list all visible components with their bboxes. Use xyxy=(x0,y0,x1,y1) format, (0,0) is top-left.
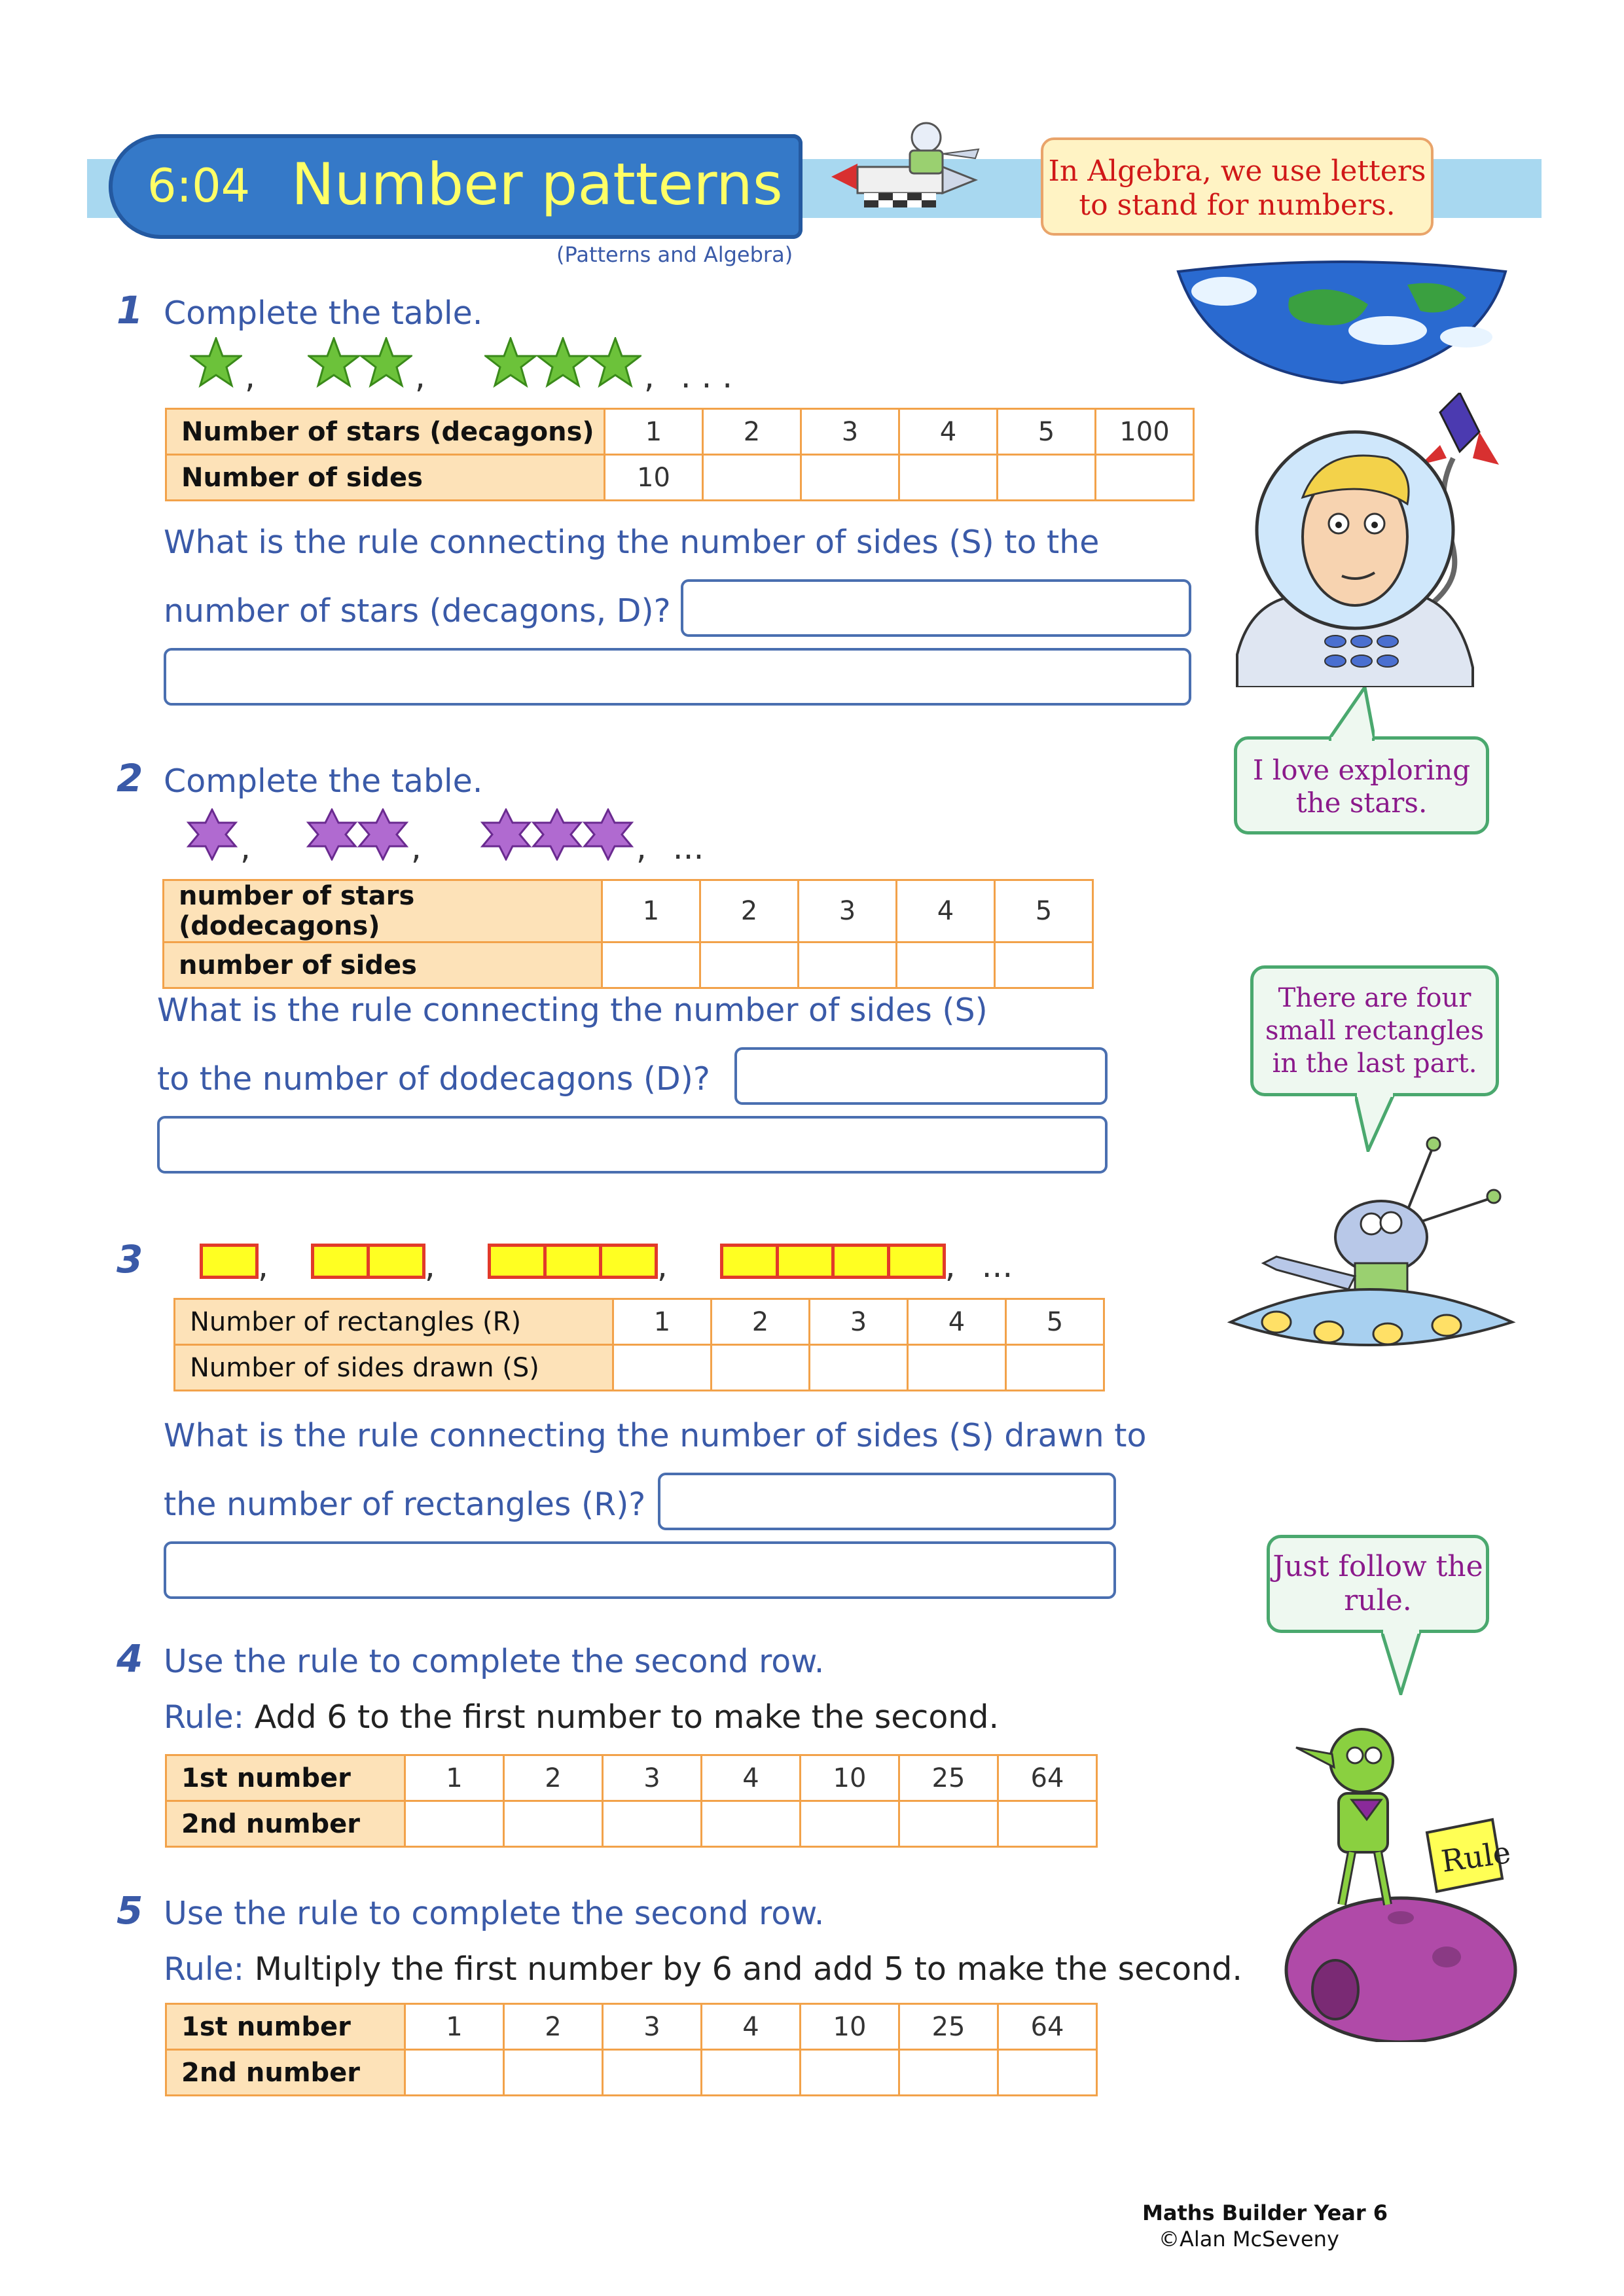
rectangle-shape xyxy=(200,1244,259,1279)
table-cell: 2 xyxy=(504,2004,603,2050)
question-4-rule xyxy=(164,1698,999,1736)
table-cell: 3 xyxy=(810,1299,908,1345)
table-cell: 3 xyxy=(799,880,897,942)
footer-book-title: Maths Builder Year 6 xyxy=(1142,2200,1388,2225)
pattern-comma: , xyxy=(424,1247,435,1285)
answer-cell[interactable] xyxy=(504,1801,603,1847)
answer-cell[interactable] xyxy=(799,942,897,988)
row-header: 1st number xyxy=(166,2004,405,2050)
astronaut-speech-bubble xyxy=(1234,736,1489,834)
pattern-comma: , xyxy=(945,1247,956,1285)
answer-cell[interactable] xyxy=(899,1801,998,1847)
pattern-comma: , xyxy=(657,1247,668,1285)
question-1-prompt-line1: What is the rule connecting the number of sides (S) to the xyxy=(164,524,1100,561)
question-3-prompt-line1: What is the rule connecting the number of sides (S) drawn to xyxy=(164,1417,1147,1454)
green-star-icon xyxy=(589,337,641,389)
rectangle-shape xyxy=(543,1244,602,1279)
answer-cell[interactable] xyxy=(801,1801,899,1847)
answer-cell[interactable] xyxy=(703,455,801,501)
answer-cell[interactable] xyxy=(998,455,1096,501)
table-cell: 5 xyxy=(995,880,1093,942)
purple-star-icon xyxy=(357,808,408,861)
rectangle-shape xyxy=(831,1244,890,1279)
table-row xyxy=(166,1755,1097,1801)
pattern-ellipsis: ... xyxy=(672,829,704,867)
rectangle-shape xyxy=(599,1244,658,1279)
table-cell: 10 xyxy=(801,2004,899,2050)
answer-cell[interactable] xyxy=(801,455,899,501)
pattern-comma: , xyxy=(636,829,647,867)
rectangle-shape xyxy=(488,1244,547,1279)
pattern-ellipsis: ... xyxy=(981,1247,1013,1285)
purple-star-icon xyxy=(187,808,238,861)
rocket-robot-illustration xyxy=(818,118,1008,249)
alien-ufo-speech-bubble xyxy=(1250,965,1499,1096)
earth-illustration xyxy=(1172,259,1512,389)
purple-star-icon xyxy=(306,808,357,861)
q1-star-pattern xyxy=(190,337,733,395)
question-2-prompt-line1: What is the rule connecting the number of sides (S) xyxy=(157,992,988,1029)
question-1-number: 1 xyxy=(117,288,143,332)
answer-cell[interactable] xyxy=(712,1345,810,1391)
rule-label: Rule: xyxy=(164,1950,245,1988)
table-cell: 3 xyxy=(801,409,899,455)
question-3-working-box[interactable] xyxy=(164,1541,1116,1599)
question-1-prompt-line2: number of stars (decagons, D)? xyxy=(164,592,671,630)
question-5-rule xyxy=(164,1950,1242,1988)
table-cell: 5 xyxy=(998,409,1096,455)
rectangle-group-3 xyxy=(488,1244,655,1279)
table-cell: 4 xyxy=(908,1299,1006,1345)
answer-cell[interactable] xyxy=(899,2050,998,2096)
table-row xyxy=(175,1345,1104,1391)
rectangle-shape xyxy=(311,1244,370,1279)
row-header: 2nd number xyxy=(166,1801,405,1847)
green-star-icon xyxy=(537,337,589,389)
table-cell: 1 xyxy=(405,2004,504,2050)
purple-star-icon xyxy=(480,808,532,861)
pattern-comma: , xyxy=(245,357,255,395)
table-row xyxy=(166,409,1194,455)
question-5-instruction: Use the rule to complete the second row. xyxy=(164,1895,825,1932)
q3-rectangle-pattern xyxy=(200,1244,1013,1285)
answer-cell[interactable] xyxy=(810,1345,908,1391)
question-2-working-box[interactable] xyxy=(157,1116,1108,1174)
row-header: Number of rectangles (R) xyxy=(175,1299,613,1345)
pattern-comma: , xyxy=(240,829,251,867)
lesson-number: 6:04 xyxy=(147,159,251,213)
table-cell: 1 xyxy=(405,1755,504,1801)
rectangle-group-2 xyxy=(311,1244,422,1279)
question-1-working-box[interactable] xyxy=(164,648,1191,706)
green-star-icon xyxy=(360,337,412,389)
answer-cell[interactable] xyxy=(602,942,700,988)
table-cell: 4 xyxy=(897,880,995,942)
speech-bubble-tail xyxy=(1381,1630,1427,1695)
row-header: 2nd number xyxy=(166,2050,405,2096)
row-header: number of stars (dodecagons) xyxy=(164,880,602,942)
table-cell: 10 xyxy=(801,1755,899,1801)
table-cell: 5 xyxy=(1006,1299,1104,1345)
rectangle-shape xyxy=(776,1244,835,1279)
rectangle-group-1 xyxy=(200,1244,255,1279)
table-cell: 25 xyxy=(899,2004,998,2050)
answer-cell[interactable] xyxy=(702,1801,801,1847)
answer-cell[interactable] xyxy=(995,942,1093,988)
rule-text: Add 6 to the first number to make the second. xyxy=(254,1698,1000,1736)
answer-cell[interactable] xyxy=(405,2050,504,2096)
table-cell: 3 xyxy=(603,1755,702,1801)
alien-asteroid-illustration xyxy=(1270,1708,1532,2042)
answer-cell[interactable] xyxy=(998,1801,1097,1847)
rectangle-shape xyxy=(720,1244,779,1279)
answer-cell[interactable] xyxy=(899,455,998,501)
green-star-icon xyxy=(484,337,537,389)
table-row xyxy=(166,455,1194,501)
table-cell: 64 xyxy=(998,1755,1097,1801)
table-cell: 1 xyxy=(613,1299,712,1345)
page-title: Number patterns xyxy=(291,151,783,218)
question-1-table xyxy=(165,408,1195,501)
rectangle-shape xyxy=(367,1244,425,1279)
pattern-ellipsis: . . . xyxy=(680,357,733,395)
pattern-comma: , xyxy=(643,357,655,395)
table-cell: 4 xyxy=(702,1755,801,1801)
question-3-answer-box[interactable] xyxy=(658,1473,1116,1530)
answer-cell[interactable] xyxy=(998,2050,1097,2096)
question-2-prompt-line2: to the number of dodecagons (D)? xyxy=(157,1060,710,1098)
table-cell: 3 xyxy=(603,2004,702,2050)
table-cell: 1 xyxy=(602,880,700,942)
question-4-number: 4 xyxy=(117,1636,143,1681)
question-2-instruction: Complete the table. xyxy=(164,762,483,800)
alien-ufo-speech-text: There are four small rectangles in the last part. xyxy=(1265,983,1485,1079)
astronaut-illustration xyxy=(1224,393,1538,687)
table-cell: 64 xyxy=(998,2004,1097,2050)
answer-cell[interactable] xyxy=(603,2050,702,2096)
table-row xyxy=(164,880,1093,942)
row-header: 1st number xyxy=(166,1755,405,1801)
table-row xyxy=(175,1299,1104,1345)
table-cell: 4 xyxy=(702,2004,801,2050)
table-cell: 25 xyxy=(899,1755,998,1801)
question-1-answer-box[interactable] xyxy=(681,579,1191,637)
pattern-comma: , xyxy=(414,357,425,395)
question-2-number: 2 xyxy=(117,756,143,800)
row-header: Number of stars (decagons) xyxy=(166,409,605,455)
rule-text: Multiply the first number by 6 and add 5 to make the second. xyxy=(254,1950,1242,1988)
pattern-comma: , xyxy=(258,1247,268,1285)
row-header: Number of sides drawn (S) xyxy=(175,1345,613,1391)
question-4-instruction: Use the rule to complete the second row. xyxy=(164,1643,825,1680)
answer-cell[interactable] xyxy=(908,1345,1006,1391)
answer-cell[interactable] xyxy=(700,942,799,988)
answer-cell[interactable] xyxy=(603,1801,702,1847)
question-2-table xyxy=(162,879,1094,989)
question-5-table xyxy=(165,2003,1098,2096)
rectangle-group-4 xyxy=(720,1244,943,1279)
table-cell: 100 xyxy=(1096,409,1194,455)
row-header: Number of sides xyxy=(166,455,605,501)
table-cell: 2 xyxy=(504,1755,603,1801)
answer-cell[interactable] xyxy=(702,2050,801,2096)
green-star-icon xyxy=(308,337,360,389)
table-cell: 4 xyxy=(899,409,998,455)
alien-ufo-illustration xyxy=(1218,1126,1519,1368)
answer-cell[interactable] xyxy=(405,1801,504,1847)
answer-cell[interactable] xyxy=(897,942,995,988)
footer-author: ©Alan McSeveny xyxy=(1159,2227,1339,2251)
alien-rule-speech-bubble xyxy=(1267,1535,1489,1633)
table-cell: 10 xyxy=(605,455,703,501)
answer-cell[interactable] xyxy=(1006,1345,1104,1391)
question-3-table xyxy=(173,1298,1105,1391)
purple-star-icon xyxy=(532,808,583,861)
rule-label: Rule: xyxy=(164,1698,245,1736)
q2-star-pattern xyxy=(187,808,704,867)
table-row xyxy=(164,942,1093,988)
rule-sign-text: Rule xyxy=(1439,1834,1513,1880)
table-row xyxy=(166,1801,1097,1847)
table-cell: 2 xyxy=(700,880,799,942)
question-3-number: 3 xyxy=(117,1237,143,1282)
green-star-icon xyxy=(190,337,242,389)
table-cell: 1 xyxy=(605,409,703,455)
alien-rule-speech-text: Just follow the rule. xyxy=(1272,1550,1483,1617)
speech-bubble-tail xyxy=(1329,687,1375,741)
table-row xyxy=(166,2050,1097,2096)
answer-cell[interactable] xyxy=(1096,455,1194,501)
answer-cell[interactable] xyxy=(613,1345,712,1391)
table-cell: 2 xyxy=(712,1299,810,1345)
rectangle-shape xyxy=(887,1244,946,1279)
question-5-number: 5 xyxy=(117,1888,143,1933)
question-2-answer-box[interactable] xyxy=(734,1047,1108,1105)
answer-cell[interactable] xyxy=(801,2050,899,2096)
answer-cell[interactable] xyxy=(504,2050,603,2096)
row-header: number of sides xyxy=(164,942,602,988)
pattern-comma: , xyxy=(410,829,422,867)
astronaut-speech-text: I love exploring the stars. xyxy=(1252,754,1471,819)
purple-star-icon xyxy=(583,808,634,861)
question-3-prompt-line2: the number of rectangles (R)? xyxy=(164,1486,646,1523)
table-row xyxy=(166,2004,1097,2050)
algebra-note: In Algebra, we use letters to stand for numbers. xyxy=(1041,137,1434,236)
subtopic-label: (Patterns and Algebra) xyxy=(556,242,793,267)
question-1-instruction: Complete the table. xyxy=(164,295,483,332)
table-cell: 2 xyxy=(703,409,801,455)
question-4-table xyxy=(165,1754,1098,1848)
